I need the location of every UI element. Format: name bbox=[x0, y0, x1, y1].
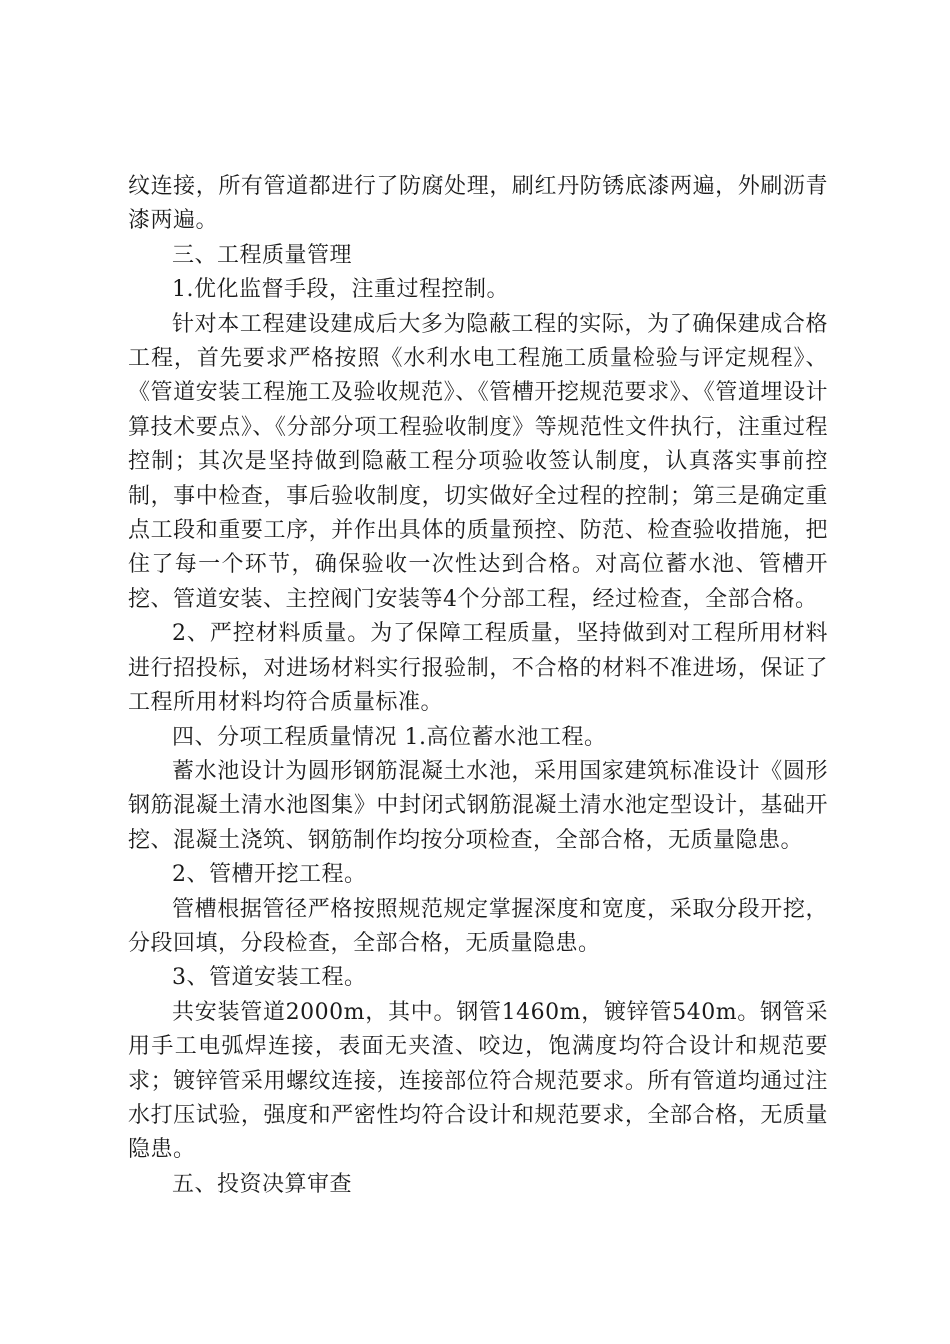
document-body bbox=[128, 170, 828, 1202]
paragraph-material-quality: 2、严控材料质量。为了保障工程质量，坚持做到对工程所用材料进行招投标，对进场材料实行报验制，不合格的材料不准进场，保证了工程所用材料均符合质量标准。 bbox=[128, 621, 828, 716]
section-heading-subitem-quality: 四、分项工程质量情况 1.高位蓄水池工程。 bbox=[172, 724, 607, 750]
subheading-supervision: 1.优化监督手段，注重过程控制。 bbox=[172, 277, 509, 303]
subheading-trench: 2、管槽开挖工程。 bbox=[172, 862, 367, 888]
subheading-pipe-install: 3、管道安装工程。 bbox=[172, 965, 367, 991]
section-heading-investment-audit: 五、投资决算审查 bbox=[172, 1171, 353, 1197]
paragraph-pipe-install: 共安装管道2000m，其中。钢管1460m，镀锌管540m。钢管采用手工电弧焊连接，表面无夹渣、咬边，饱满度均符合设计和规范要求；镀锌管采用螺纹连接，连接部位符合规范要求。所有管道均通过注水打压试验，强度和严密性均符合设计和规范要求，全部合格，无质量隐患。 bbox=[128, 999, 828, 1163]
paragraph-trench: 管槽根据管径严格按照规范规定掌握深度和宽度，采取分段开挖，分段回填，分段检查，全部合格，无质量隐患。 bbox=[128, 896, 828, 956]
paragraph-reservoir: 蓄水池设计为圆形钢筋混凝土水池，采用国家建筑标准设计《圆形钢筋混凝土清水池图集》中封闭式钢筋混凝土清水池定型设计，基础开挖、混凝土浇筑、钢筋制作均按分项检查，全部合格，无质量隐患。 bbox=[128, 758, 828, 853]
paragraph-process-control: 针对本工程建设建成后大多为隐蔽工程的实际，为了确保建成合格工程，首先要求严格按照《水利水电工程施工质量检验与评定规程》、《管道安装工程施工及验收规范》、《管槽开挖规范要求》、《管道埋设计算技术要点》、《分部分项工程验收制度》等规范性文件执行，注重过程控制；其次是坚持做到隐蔽工程分项验收签认制度，认真落实事前控制，事中检查，事后验收制度，切实做好全过程的控制；第三是确定重点工段和重要工序，并作出具体的质量预控、防范、检查验收措施，把住了每一个环节，确保验收一次性达到合格。对高位蓄水池、管槽开挖、管道安装、主控阀门安装等4个分部工程，经过检查，全部合格。 bbox=[128, 311, 828, 612]
paragraph-continuation: 纹连接，所有管道都进行了防腐处理，刷红丹防锈底漆两遍，外刷沥青漆两遍。 bbox=[128, 174, 828, 234]
section-heading-quality-management: 三、工程质量管理 bbox=[172, 242, 353, 268]
